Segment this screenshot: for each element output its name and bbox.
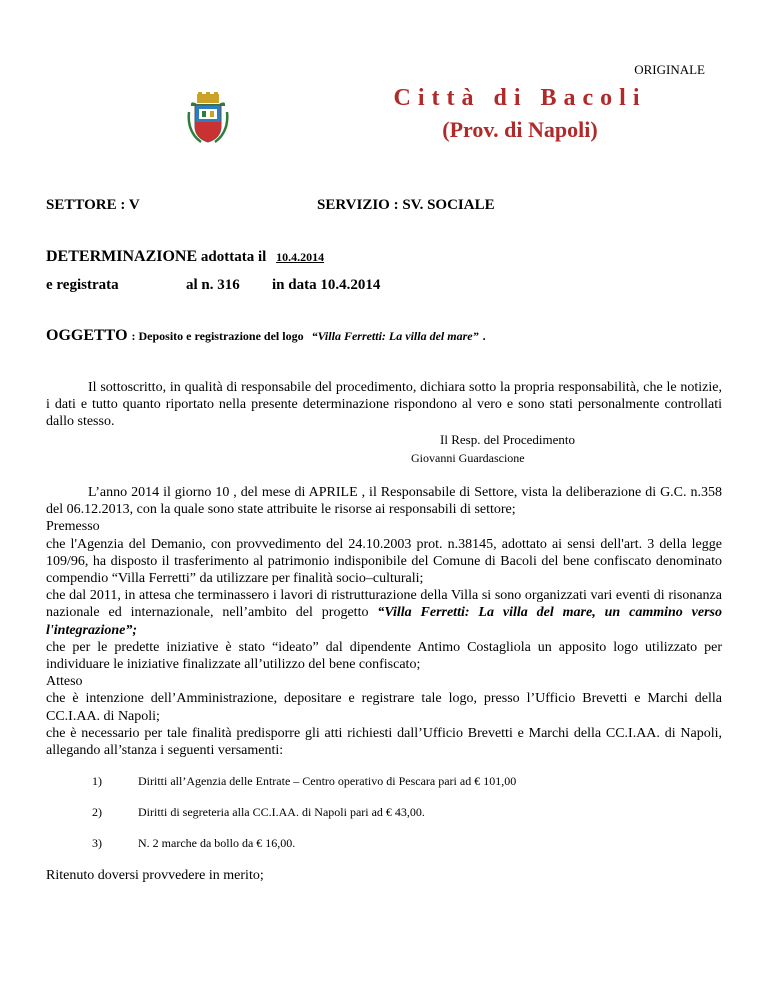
paragraph-eventi (46, 587, 722, 639)
versamento-text: N. 2 marche da bollo da € 16,00. (138, 836, 296, 850)
oggetto-logo-name: “Villa Ferretti: La villa del mare” (311, 329, 479, 343)
progetto-title: “Villa Ferretti: La villa del mare, un cammino verso l'integrazione”; (46, 605, 722, 638)
dichiarazione-text: Il sottoscritto, in qualità di responsabile del procedimento, dichiara sotto la propria responsabilità, che le notizie, i dati e tutto quanto riportato nella presente determinazione rispondono al vero e sono stati personalmente controllati dallo stesso. (46, 380, 722, 430)
city-crest-icon (187, 92, 229, 146)
responsabile-role: Il Resp. del Procedimento (440, 432, 576, 447)
paragraph-agenzia: che l'Agenzia del Demanio, con provvedimento del 24.10.2003 prot. n.38145, adottato ai sensi dell'art. 3 della legge 109/96, ha disposto il trasferimento al patrimonio indisponibile del Comune di Bacoli del bene confiscato denominato compendio “Villa Ferretti” da utilizzare per finalità socio–culturali; (46, 536, 722, 587)
premesso-heading: Premesso (46, 519, 100, 535)
versamento-number: 2) (92, 805, 102, 819)
determinazione-line (46, 248, 324, 266)
atteso-heading: Atteso (46, 674, 83, 690)
responsabile-name: Giovanni Guardascione (411, 451, 525, 465)
registrata-label: e registrata (46, 277, 119, 293)
servizio-label: SERVIZIO : SV. SOCIALE (317, 197, 495, 213)
versamento-text: Diritti all’Agenzia delle Entrate – Centro operativo di Pescara pari ad € 101,00 (138, 774, 517, 788)
city-name: Città di Bacoli (393, 85, 647, 111)
versamento-number: 1) (92, 774, 102, 788)
versamento-item (92, 805, 425, 820)
paragraph-anno: L’anno 2014 il giorno 10 , del mese di APRILE , il Responsabile di Settore, vista la deliberazione di G.C. n.358 del 06.12.2013, con la quale sono state attribuite le risorse ai responsabili di settore; (46, 485, 722, 518)
paragraph-logo: che per le predette iniziative è stato “ideato” dal dipendente Antimo Costagliola un apposito logo utilizzato per individuare le iniziative finalizzate all’utilizzo del bene confiscato; (46, 639, 722, 673)
paragraph-eventi-text: che dal 2011, in attesa che terminassero i lavori di ristrutturazione della Villa si sono organizzati vari eventi di risonanza nazionale ed internazionale, nell’ambito del progetto (46, 588, 722, 621)
dichiarazione-paragraph (46, 379, 722, 431)
versamento-item (92, 774, 516, 789)
oggetto-line (46, 327, 486, 345)
original-label: ORIGINALE (634, 62, 705, 77)
paragraph-intenzione: che è intenzione dell’Amministrazione, depositare e registrare tale logo, presso l’Ufficio Brevetti e Marchi della CC.I.AA. di Napoli; (46, 691, 722, 724)
adottata-label: adottata il (200, 249, 267, 265)
ritenuto-paragraph (46, 867, 722, 884)
versamento-text: Diritti di segreteria alla CC.I.AA. di Napoli pari ad € 43,00. (138, 805, 425, 819)
oggetto-label: OGGETTO (46, 327, 128, 344)
versamento-number: 3) (92, 836, 102, 850)
oggetto-text: : Deposito e registrazione del logo (131, 329, 304, 343)
body-text (46, 484, 722, 759)
adottata-date: 10.4.2014 (276, 250, 325, 264)
versamento-item (92, 836, 295, 851)
paragraph-necessario: che è necessario per tale finalità predisporre gli atti richiesti dall’Ufficio Brevetti e Marchi della CC.I.AA. di Napoli, allegando all’stanza i seguenti versamenti: (46, 725, 722, 759)
settore-label: SETTORE : V (46, 197, 140, 213)
ritenuto-text: Ritenuto doversi provvedere in merito; (46, 868, 264, 883)
determinazione-label: DETERMINAZIONE (46, 248, 198, 265)
registrata-numero: al n. 316 (186, 277, 240, 293)
oggetto-end: . (482, 329, 486, 343)
registrata-data: in data 10.4.2014 (272, 277, 381, 293)
province-name: (Prov. di Napoli) (442, 117, 598, 142)
